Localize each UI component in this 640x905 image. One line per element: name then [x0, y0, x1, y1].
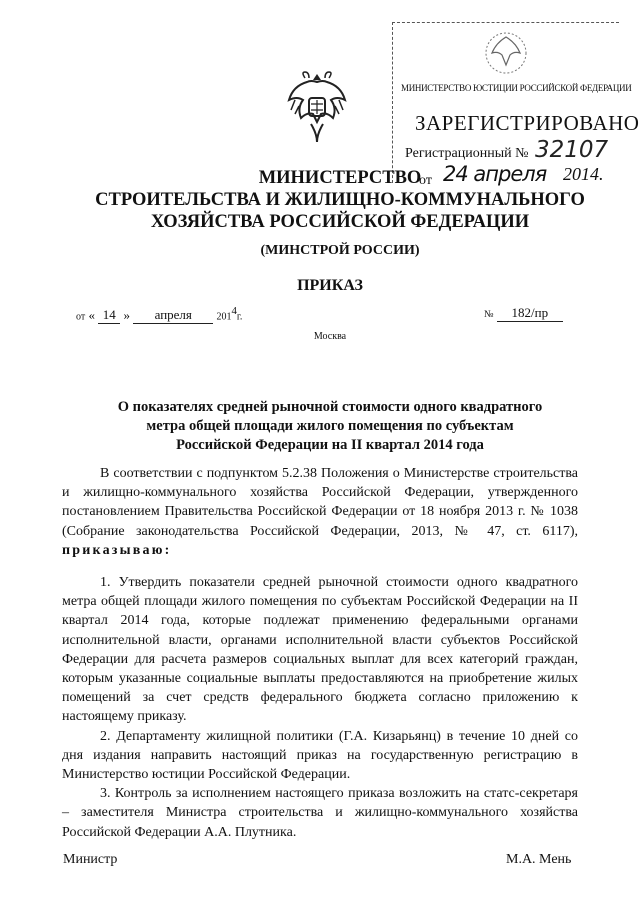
order-items — [62, 573, 578, 842]
stamp-date-prefix: от — [419, 173, 432, 188]
order-year-suffix: 4 — [231, 305, 237, 317]
stamp-year-handwritten: 2014. — [563, 164, 604, 184]
order-item-2: 2. Департаменту жилищной политики (Г.А. Кизарьянц) в течение 10 дней со дня издания направить настоящий приказ на государственную регистрацию в Министерство юстиции Российской Федерации. — [62, 728, 578, 783]
ministry-title-line: ХОЗЯЙСТВА РОССИЙСКОЙ ФЕДЕРАЦИИ — [150, 212, 530, 232]
subject-line: метра общей площади жилого помещения по субъектам — [146, 418, 514, 434]
order-day: 14 — [98, 307, 120, 324]
order-number-block — [484, 305, 563, 322]
date-quote-open: « — [88, 307, 95, 323]
ministry-title-line: СТРОИТЕЛЬСТВА И ЖИЛИЩНО-КОММУНАЛЬНОГО — [95, 190, 585, 210]
stamp-reg-number: 32107 — [535, 137, 609, 163]
stamp-date-handwritten: 24 апреля — [443, 162, 547, 186]
stamp-seal-emblem — [481, 29, 531, 77]
subject-line: Российской Федерации на II квартал 2014 года — [176, 437, 484, 453]
preamble-paragraph — [62, 464, 578, 560]
order-item-1: 1. Утвердить показатели средней рыночной стоимости одного квадратного метра общей площади жилого помещения по субъектам Российской Федерации на II квартал 2014 года, которые подлежат применению федеральными органами исполнительной власти, органами исполнительной власти субъектов Российской Федерации для расчета размеров социальных выплат для всех категорий граждан, которым указанные социальные выплаты предоставляются на приобретение жилых помещений за счет средств федерального бюджета согласно приложению к настоящему приказу. — [62, 575, 578, 725]
preamble-text: В соответствии с подпунктом 5.2.38 Положения о Министерстве строительства и жилищно-коммунального хозяйства Российской Федерации, утвержденного постановлением Правительства Российской Федерации от 18 ноября 2013 г. № 1038 (Собрание законодательства Российской Федерации, 2013, № 47, ст. 6117), — [62, 466, 578, 539]
order-number: 182/пр — [497, 305, 563, 322]
ministry-title — [40, 167, 640, 233]
stamp-registered-label: ЗАРЕГИСТРИРОВАНО — [415, 111, 640, 135]
decree-word: приказываю: — [62, 542, 172, 558]
order-month: апреля — [133, 307, 213, 324]
order-year-prefix: 201 — [216, 311, 232, 323]
order-year-unit: г. — [236, 311, 243, 323]
signatory-position: Министр — [63, 852, 118, 867]
subject-line: О показателях средней рыночной стоимости одного квадратного — [117, 399, 543, 415]
order-number-label: № — [484, 309, 494, 320]
date-from-label: от — [76, 311, 86, 323]
ministry-title-line: МИНИСТЕРСТВО — [258, 168, 422, 188]
order-date — [76, 305, 242, 324]
signatory-name: М.А. Мень — [506, 852, 572, 867]
ministry-abbreviation: (МИНСТРОЙ РОССИИ) — [260, 243, 420, 258]
stamp-reg-number-label: Регистрационный № — [405, 146, 529, 161]
document-type: ПРИКАЗ — [297, 277, 363, 294]
order-item-3: 3. Контроль за исполнением настоящего приказа возложить на статс-секретаря – заместителя Министра строительства и жилищно-коммунального хозяйства Российской Федерации А.А. Плутника. — [62, 786, 578, 840]
date-quote-close: » — [123, 307, 130, 323]
order-city: Москва — [313, 331, 347, 342]
coat-of-arms-emblem — [285, 70, 349, 146]
registration-stamp — [392, 22, 640, 188]
stamp-ministry-name: МИНИСТЕРСТВО ЮСТИЦИИ РОССИЙСКОЙ ФЕДЕРАЦИИ — [401, 83, 632, 93]
order-subject — [10, 398, 640, 455]
